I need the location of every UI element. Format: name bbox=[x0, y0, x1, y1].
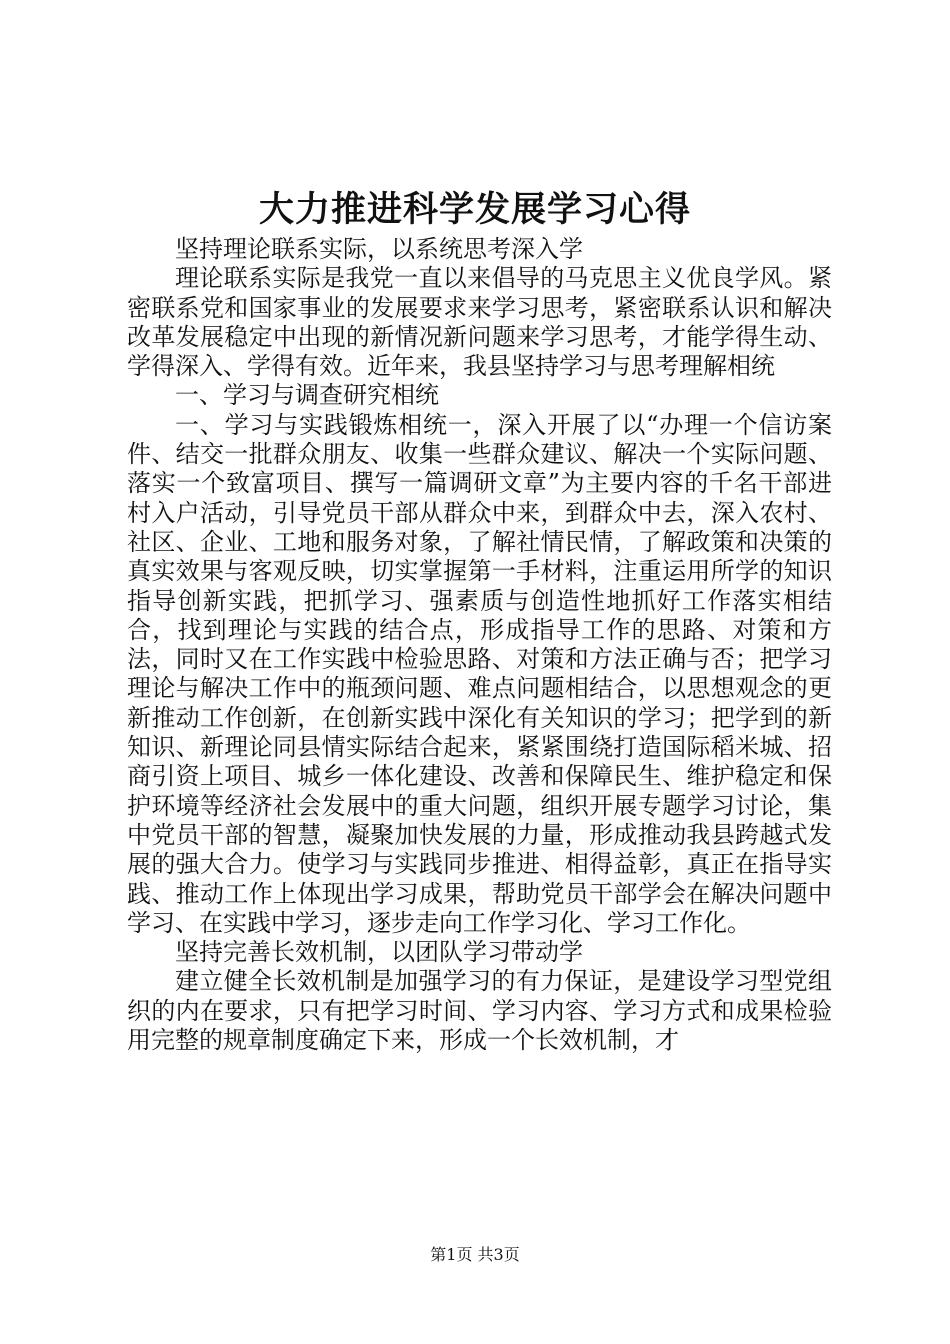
body-paragraph: 建立健全长效机制是加强学习的有力保证，是建设学习型党组织的内在要求，只有把学习时间、学习内容、学习方式和成果检验用完整的规章制度确定下来，形成一个长效机制，才 bbox=[127, 967, 832, 1055]
section-heading: 坚持理论联系实际，以系统思考深入学 bbox=[175, 235, 583, 263]
section-heading: 坚持完善长效机制，以团队学习带动学 bbox=[175, 938, 583, 967]
document-body bbox=[127, 235, 832, 1055]
section-heading: 一、学习与调查研究相统 bbox=[175, 381, 439, 410]
document-title: 大力推进科学发展学习心得 bbox=[258, 189, 691, 230]
body-paragraph: 一、学习与实践锻炼相统一，深入开展了以“办理一个信访案件、结交一批群众朋友、收集一些群众建议、解决一个实际问题、落实一个致富项目、撰写一篇调研文章”为主要内容的千名干部进村入户活动，引导党员干部从群众中来，到群众中去，深入农村、社区、企业、工地和服务对象，了解社情民情，了解政策和决策的真实效果与客观反映，切实掌握第一手材料，注重运用所学的知识指导创新实践，把抓学习、强素质与创造性地抓好工作落实相结合，找到理论与实践的结合点，形成指导工作的思路、对策和方法，同时又在工作实践中检验思路、对策和方法正确与否；把学习理论与解决工作中的瓶颈问题、难点问题相结合，以思想观念的更新推动工作创新，在创新实践中深化有关知识的学习；把学到的新知识、新理论同县情实际结合起来，紧紧围绕打造国际稻米城、招商引资上项目、城乡一体化建设、改善和保障民生、维护稳定和保护环境等经济社会发展中的重大问题，组织开展专题学习讨论，集中党员干部的智慧，凝聚加快发展的力量，形成推动我县跨越式发展的强大合力。使学习与实践同步推进、相得益彰，真正在指导实践、推动工作上体现出学习成果，帮助党员干部学会在解决问题中学习、在实践中学习，逐步走向工作学习化、学习工作化。 bbox=[127, 410, 832, 937]
page-footer: 第1页 共3页 bbox=[430, 1245, 520, 1264]
body-paragraph: 理论联系实际是我党一直以来倡导的马克思主义优良学风。紧密联系党和国家事业的发展要求来学习思考，紧密联系认识和解决改革发展稳定中出现的新情况新问题来学习思考，才能学得生动、学得深入、学得有效。近年来，我县坚持学习与思考理解相统 bbox=[127, 264, 832, 381]
